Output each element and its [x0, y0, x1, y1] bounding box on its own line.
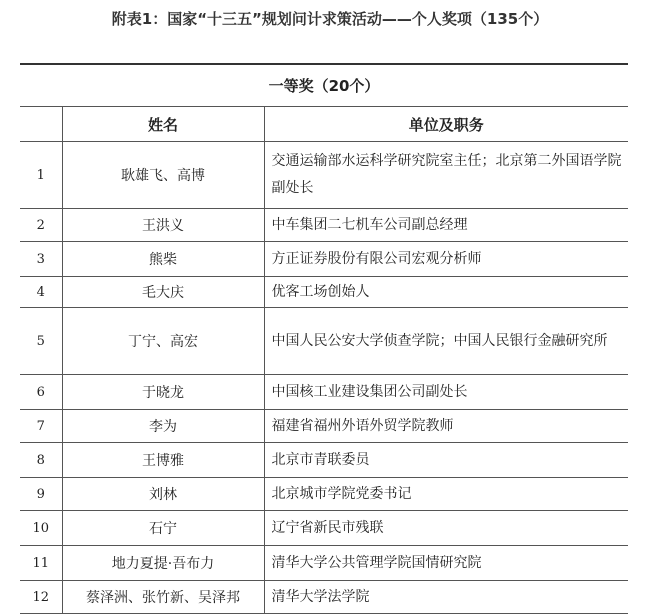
table-row: [20, 142, 628, 209]
row-index: 6: [20, 375, 62, 410]
row-name: 耿雄飞、高博: [62, 142, 264, 209]
row-unit: 辽宁省新民市残联: [264, 511, 628, 546]
row-index: 11: [20, 546, 62, 581]
row-name: 丁宁、高宏: [62, 308, 264, 375]
row-unit: 北京城市学院党委书记: [264, 478, 628, 511]
row-name: 刘林: [62, 478, 264, 511]
row-unit: 优客工场创始人: [264, 277, 628, 308]
row-unit: 福建省福州外语外贸学院教师: [264, 410, 628, 443]
table-row: [20, 581, 628, 614]
header-name: 姓名: [62, 107, 264, 142]
row-name: 李为: [62, 410, 264, 443]
table-row: [20, 277, 628, 308]
row-index: 7: [20, 410, 62, 443]
row-index: 10: [20, 511, 62, 546]
row-index: 4: [20, 277, 62, 308]
row-index: 8: [20, 443, 62, 478]
row-unit: 中国人民公安大学侦查学院；中国人民银行金融研究所: [264, 308, 628, 375]
row-index: 2: [20, 209, 62, 242]
row-unit: 中车集团二七机车公司副总经理: [264, 209, 628, 242]
row-name: 毛大庆: [62, 277, 264, 308]
awards-table: [20, 63, 628, 614]
row-index: 9: [20, 478, 62, 511]
row-unit: 方正证券股份有限公司宏观分析师: [264, 242, 628, 277]
row-name: 王洪义: [62, 209, 264, 242]
section-title: 一等奖（20个）: [20, 64, 628, 107]
row-index: 5: [20, 308, 62, 375]
row-index: 1: [20, 142, 62, 209]
row-index: 12: [20, 581, 62, 614]
row-name: 石宁: [62, 511, 264, 546]
row-name: 熊柴: [62, 242, 264, 277]
row-name: 地力夏提·吾布力: [62, 546, 264, 581]
row-name: 于晓龙: [62, 375, 264, 410]
table-row: [20, 478, 628, 511]
table-row: [20, 375, 628, 410]
table-row: [20, 410, 628, 443]
table-row: [20, 546, 628, 581]
table-row: [20, 511, 628, 546]
table-row: [20, 209, 628, 242]
row-unit: 中国核工业建设集团公司副处长: [264, 375, 628, 410]
header-row: [20, 107, 628, 142]
row-index: 3: [20, 242, 62, 277]
row-name: 王博雅: [62, 443, 264, 478]
row-unit: 北京市青联委员: [264, 443, 628, 478]
table-row: [20, 443, 628, 478]
row-unit: 清华大学法学院: [264, 581, 628, 614]
page-title: 附表1：国家“十三五”规划问计求策活动——个人奖项（135个）: [111, 10, 549, 28]
header-unit: 单位及职务: [264, 107, 628, 142]
section-row: [20, 64, 628, 107]
row-unit: 交通运输部水运科学研究院室主任；北京第二外国语学院副处长: [264, 142, 628, 209]
row-name: 蔡泽洲、张竹新、吴泽邦: [62, 581, 264, 614]
table-row: [20, 242, 628, 277]
table-row: [20, 308, 628, 375]
row-unit: 清华大学公共管理学院国情研究院: [264, 546, 628, 581]
header-index: [20, 107, 62, 142]
